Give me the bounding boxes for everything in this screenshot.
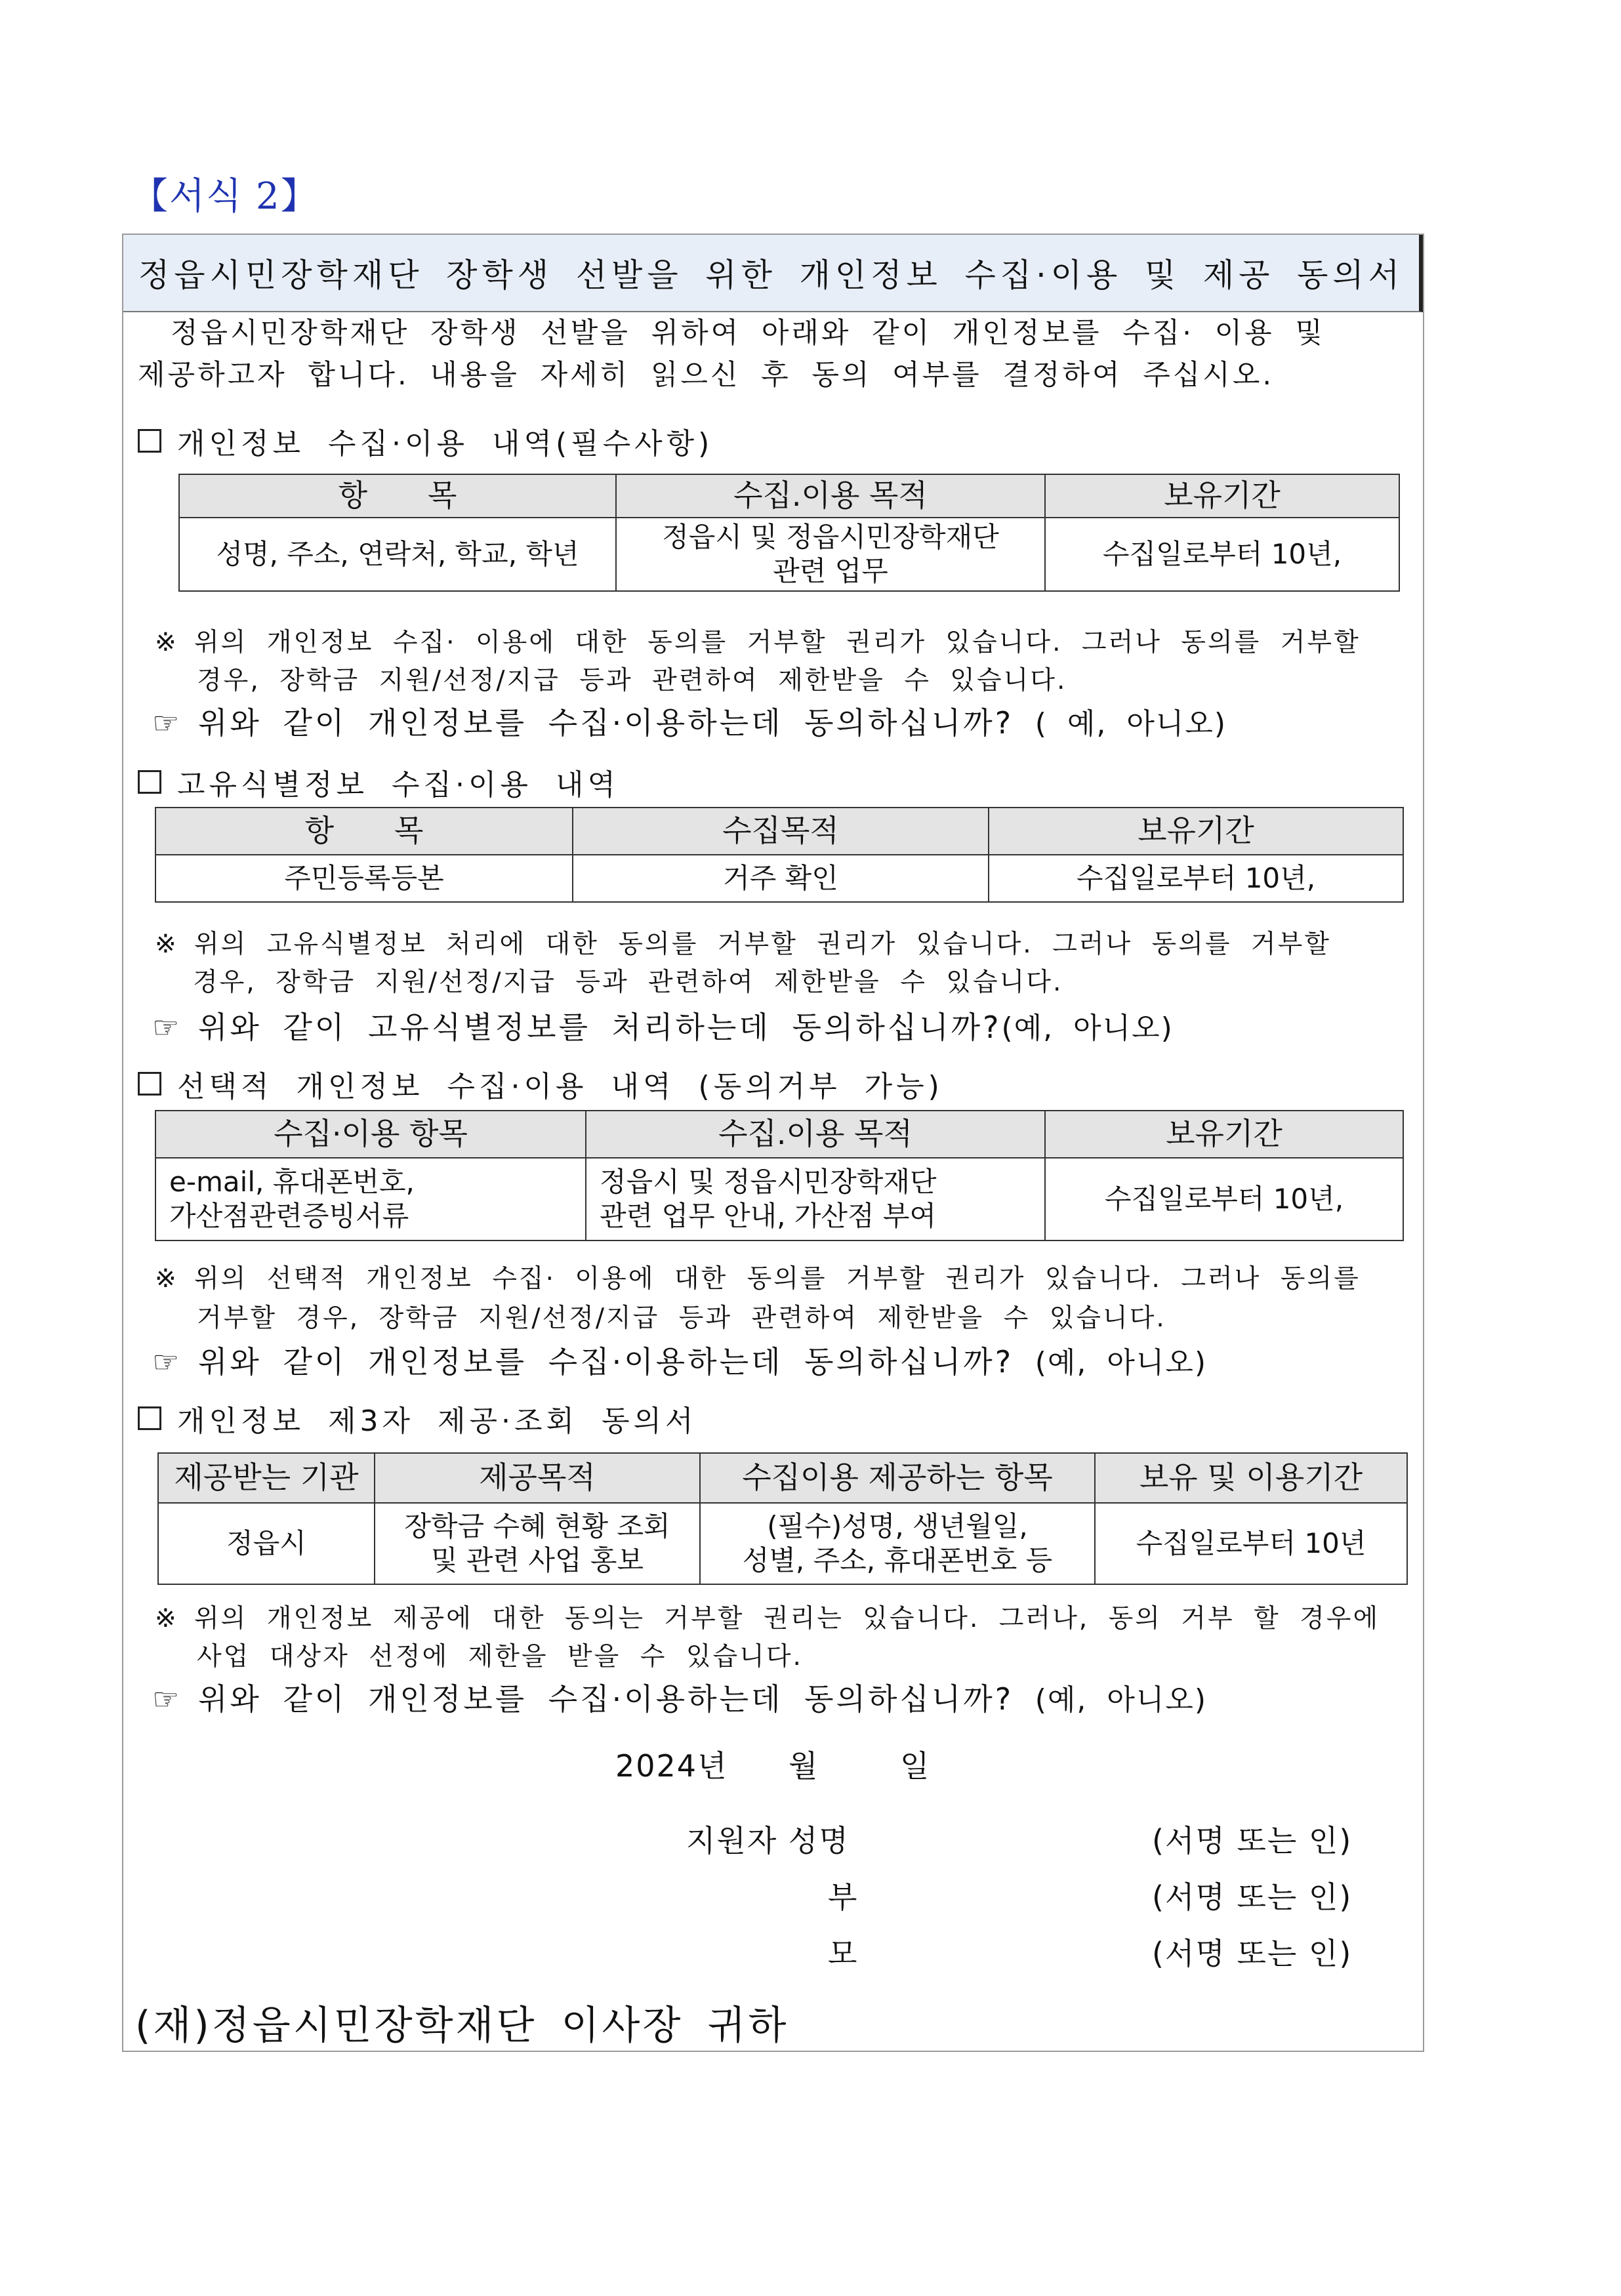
- section-4-table: [157, 1452, 1408, 1585]
- table-header-cell: 제공받는 기관: [158, 1453, 375, 1503]
- section-1-heading-text: 개인정보 수집·이용 내역(필수사항): [177, 427, 714, 461]
- section-3-note-line-2: 거부할 경우, 장학금 지원/선정/지급 등과 관련하여 제한받을 수 있습니다.: [197, 1303, 1166, 1333]
- signature-field-mother[interactable]: (서명 또는 인): [1152, 1936, 1353, 1971]
- section-3-question: [152, 1338, 1207, 1382]
- table-header-row: [158, 1453, 1407, 1503]
- table-cell: 주민등록등본: [155, 855, 573, 902]
- table-cell: [586, 1158, 1045, 1240]
- yes-no-options[interactable]: (예, 아니오): [1001, 1012, 1174, 1045]
- table-cell: [155, 1158, 586, 1240]
- section-4-heading-text: 개인정보 제3자 제공·조회 동의서: [177, 1404, 697, 1438]
- pointing-hand-icon: ☞: [152, 705, 182, 741]
- section-4-note-line-2: 사업 대상자 선정에 제한을 받을 수 있습니다.: [197, 1642, 803, 1671]
- table-header-cell: 보유기간: [1045, 1111, 1403, 1158]
- note-mark: ※: [155, 628, 178, 657]
- section-4-note-line-1: [155, 1598, 1380, 1635]
- table-cell: 수집일로부터 10년,: [1045, 1158, 1403, 1240]
- section-1-question: [152, 699, 1227, 743]
- section-2-checkbox[interactable]: [138, 770, 161, 794]
- section-2-table: [155, 807, 1404, 903]
- section-2-note-line-2: 경우, 장학금 지원/선정/지급 등과 관련하여 제한받을 수 있습니다.: [193, 968, 1063, 997]
- table-cell-line: 및 관련 사업 홍보: [430, 1544, 644, 1576]
- recipient-line: (재)정읍시민장학재단 이사장 귀하: [135, 2003, 789, 2049]
- section-3-heading-text: 선택적 개인정보 수집·이용 내역 (동의거부 가능): [177, 1070, 943, 1103]
- table-header-cell: 수집이용 제공하는 항목: [700, 1453, 1095, 1503]
- table-cell-line: e-mail, 휴대폰번호,: [169, 1165, 415, 1198]
- signature-field-father[interactable]: (서명 또는 인): [1152, 1879, 1353, 1915]
- table-header-cell: 수집.이용 목적: [586, 1111, 1045, 1158]
- section-4-heading: [138, 1397, 697, 1439]
- table-cell: 수집일로부터 10년,: [989, 855, 1403, 902]
- intro-line-2: 제공하고자 합니다. 내용을 자세히 읽으신 후 동의 여부를 결정하여 주십시오.: [138, 359, 1275, 392]
- yes-no-options[interactable]: (예, 아니오): [1035, 1346, 1208, 1380]
- date-month: 월: [789, 1748, 819, 1784]
- section-2-heading-text: 고유식별정보 수집·이용 내역: [177, 768, 620, 802]
- table-header-cell: 수집목적: [573, 808, 989, 855]
- table-cell: 성명, 주소, 연락처, 학교, 학년: [179, 518, 616, 591]
- section-1-checkbox[interactable]: [138, 429, 161, 453]
- section-3-checkbox[interactable]: [138, 1072, 161, 1096]
- table-row: [179, 518, 1399, 591]
- note-text: 위의 선택적 개인정보 수집· 이용에 대한 동의를 거부할 권리가 있습니다. 그러나 동의를: [194, 1264, 1361, 1294]
- section-3-note-line-1: [155, 1258, 1361, 1295]
- section-1-note-line-1: [155, 622, 1361, 659]
- note-text: 위의 개인정보 제공에 대한 동의는 거부할 권리는 있습니다. 그러나, 동의 거부 할 경우에: [194, 1604, 1380, 1633]
- signature-label-mother: 모: [828, 1936, 859, 1971]
- note-mark: ※: [155, 1604, 178, 1633]
- section-3-heading: [138, 1063, 943, 1105]
- intro-line-1: 정읍시민장학재단 장학생 선발을 위하여 아래와 같이 개인정보를 수집· 이용 및: [171, 317, 1325, 350]
- section-2-question: [152, 1004, 1174, 1047]
- table-header-row: [155, 808, 1403, 855]
- table-cell: 수집일로부터 10년: [1095, 1503, 1407, 1584]
- table-header-cell: 보유기간: [1045, 474, 1399, 518]
- table-header-cell: 수집·이용 항목: [155, 1111, 586, 1158]
- yes-no-options[interactable]: ( 예, 아니오): [1035, 707, 1227, 741]
- table-cell: [700, 1503, 1095, 1584]
- signature-label-father: 부: [828, 1879, 859, 1915]
- table-cell-line: 성별, 주소, 휴대폰번호 등: [742, 1544, 1053, 1576]
- table-cell: [375, 1503, 700, 1584]
- note-mark: ※: [155, 1264, 178, 1294]
- section-2-heading: [138, 761, 619, 803]
- form-title: 정읍시민장학재단 장학생 선발을 위한 개인정보 수집·이용 및 제공 동의서: [123, 235, 1423, 312]
- table-cell-line: 관련 업무: [773, 555, 888, 587]
- table-cell-line: 가산점관련증빙서류: [169, 1200, 409, 1232]
- table-cell-line: 정읍시 및 정읍시민장학재단: [662, 520, 999, 553]
- question-text: 위와 같이 개인정보를 수집·이용하는데 동의하십니까?: [198, 705, 1014, 741]
- table-row: [155, 1158, 1403, 1240]
- table-cell-line: 장학금 수혜 현황 조회: [404, 1509, 670, 1542]
- table-cell-line: 정읍시 및 정읍시민장학재단: [600, 1165, 937, 1198]
- section-1-note-line-2: 경우, 장학금 지원/선정/지급 등과 관련하여 제한받을 수 있습니다.: [197, 666, 1067, 695]
- section-2-note-line-1: [155, 924, 1331, 960]
- yes-no-options[interactable]: (예, 아니오): [1035, 1683, 1208, 1717]
- table-row: [155, 855, 1403, 902]
- table-row: [158, 1503, 1407, 1584]
- table-cell-line: (필수)성명, 생년월일,: [767, 1509, 1028, 1542]
- section-4-question: [152, 1675, 1207, 1719]
- table-cell: 거주 확인: [573, 855, 989, 902]
- question-text: 위와 같이 고유식별정보를 처리하는데 동의하십니까?: [198, 1010, 1002, 1045]
- table-cell: [616, 518, 1045, 591]
- question-text: 위와 같이 개인정보를 수집·이용하는데 동의하십니까?: [198, 1681, 1014, 1717]
- table-header-cell: 항 목: [155, 808, 573, 855]
- note-mark: ※: [155, 930, 178, 959]
- section-3-table: [155, 1110, 1404, 1241]
- signature-field-applicant[interactable]: (서명 또는 인): [1152, 1823, 1353, 1858]
- table-header-row: [155, 1111, 1403, 1158]
- section-1-table: [178, 474, 1400, 592]
- section-1-heading: [138, 420, 713, 462]
- section-4-checkbox[interactable]: [138, 1406, 161, 1430]
- date-day: 일: [900, 1748, 931, 1784]
- form-number-label: 【서식 2】: [131, 175, 319, 218]
- table-header-cell: 항 목: [179, 474, 616, 518]
- table-header-cell: 수집.이용 목적: [616, 474, 1045, 518]
- pointing-hand-icon: ☞: [152, 1344, 182, 1380]
- table-cell: 정읍시: [158, 1503, 375, 1584]
- table-header-cell: 제공목적: [375, 1453, 700, 1503]
- question-text: 위와 같이 개인정보를 수집·이용하는데 동의하십니까?: [198, 1344, 1014, 1380]
- note-text: 위의 개인정보 수집· 이용에 대한 동의를 거부할 권리가 있습니다. 그러나 동의를 거부할: [194, 628, 1361, 657]
- date-year: 2024년: [615, 1748, 728, 1784]
- table-header-row: [179, 474, 1399, 518]
- table-header-cell: 보유 및 이용기간: [1095, 1453, 1407, 1503]
- pointing-hand-icon: ☞: [152, 1681, 182, 1717]
- pointing-hand-icon: ☞: [152, 1010, 182, 1045]
- table-header-cell: 보유기간: [989, 808, 1403, 855]
- table-cell: 수집일로부터 10년,: [1045, 518, 1399, 591]
- note-text: 위의 고유식별정보 처리에 대한 동의를 거부할 권리가 있습니다. 그러나 동의를 거부할: [194, 930, 1331, 959]
- table-cell-line: 관련 업무 안내, 가산점 부여: [600, 1200, 937, 1232]
- signature-label-applicant: 지원자 성명: [686, 1823, 850, 1858]
